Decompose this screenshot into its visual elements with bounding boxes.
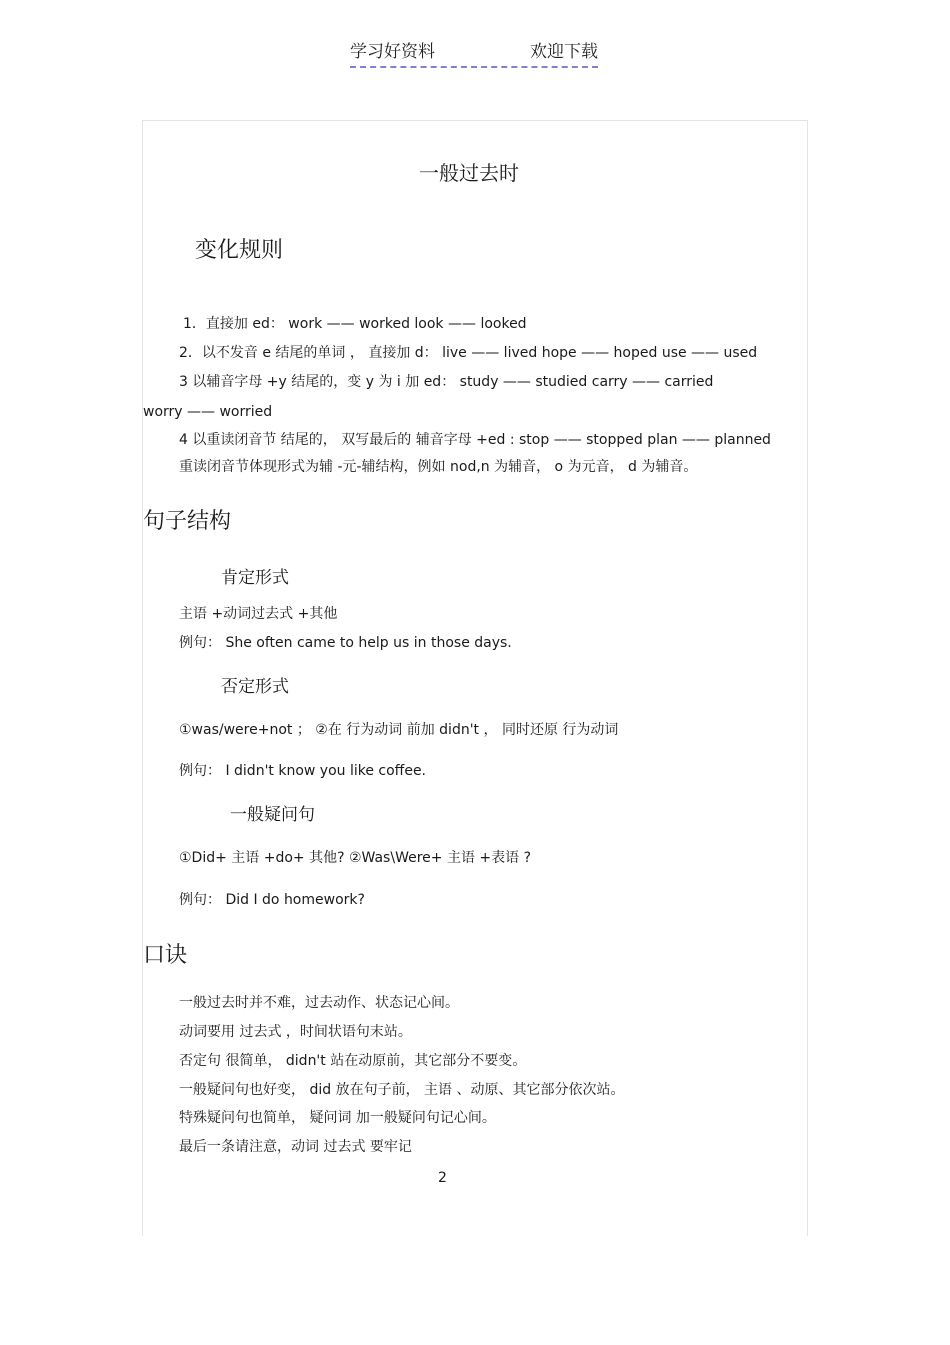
rule-line-4: 4 以重读闭音节 结尾的， 双写最后的 辅音字母 +ed : stop —— stopped plan —— planned [179,432,771,448]
negative-rule: ①was/were+not ； ②在 行为动词 前加 didn't ， 同时还原 行为动词 [179,722,619,738]
section-heading-mnemonic: 口诀 [143,943,188,968]
rule-line-3-continued: worry —— worried [143,404,273,420]
rule-line-5: 重读闭音节体现形式为辅 -元-辅结构，例如 nod,n 为辅音， o 为元音， d 为辅音。 [179,459,698,475]
document-title: 一般过去时 [419,161,519,185]
subheading-question: 一般疑问句 [230,805,315,825]
mnemonic-line-6: 最后一条请注意，动词 过去式 要牢记 [179,1139,412,1155]
subheading-affirmative: 肯定形式 [221,568,289,588]
header-left-text: 学习好资料 [350,42,435,62]
page-header [350,40,598,68]
negative-example: 例句： I didn't know you like coffee. [179,763,427,779]
header-right-text: 欢迎下载 [530,42,598,62]
mnemonic-line-3: 否定句 很简单， didn't 站在动原前，其它部分不要变。 [179,1053,527,1069]
subheading-negative: 否定形式 [221,677,289,697]
mnemonic-line-1: 一般过去时并不难，过去动作、状态记心间。 [179,995,459,1011]
question-rule: ①Did+ 主语 +do+ 其他? ②Was\Were+ 主语 +表语 ? [179,850,532,866]
section-heading-rules: 变化规则 [195,238,284,263]
question-example: 例句： Did I do homework? [179,892,365,908]
rule-line-3: 3 以辅音字母 +y 结尾的，变 y 为 i 加 ed： study —— studied carry —— carried [179,374,714,390]
mnemonic-line-5: 特殊疑问句也简单， 疑问词 加一般疑问句记心间。 [179,1110,496,1126]
section-heading-structure: 句子结构 [143,509,232,534]
mnemonic-line-4: 一般疑问句也好变， did 放在句子前， 主语 、动原、其它部分依次站。 [179,1082,625,1098]
affirmative-rule: 主语 +动词过去式 +其他 [179,606,338,622]
mnemonic-line-2: 动词要用 过去式 ，时间状语句末站。 [179,1024,412,1040]
rule-line-2: 2．以不发音 e 结尾的单词 ， 直接加 d： live —— lived hope —— hoped use —— used [179,345,758,361]
rule-line-1: 1．直接加 ed： work —— worked look —— looked [183,316,527,332]
page-number: 2 [438,1170,447,1186]
affirmative-example: 例句： She often came to help us in those days. [179,635,512,651]
